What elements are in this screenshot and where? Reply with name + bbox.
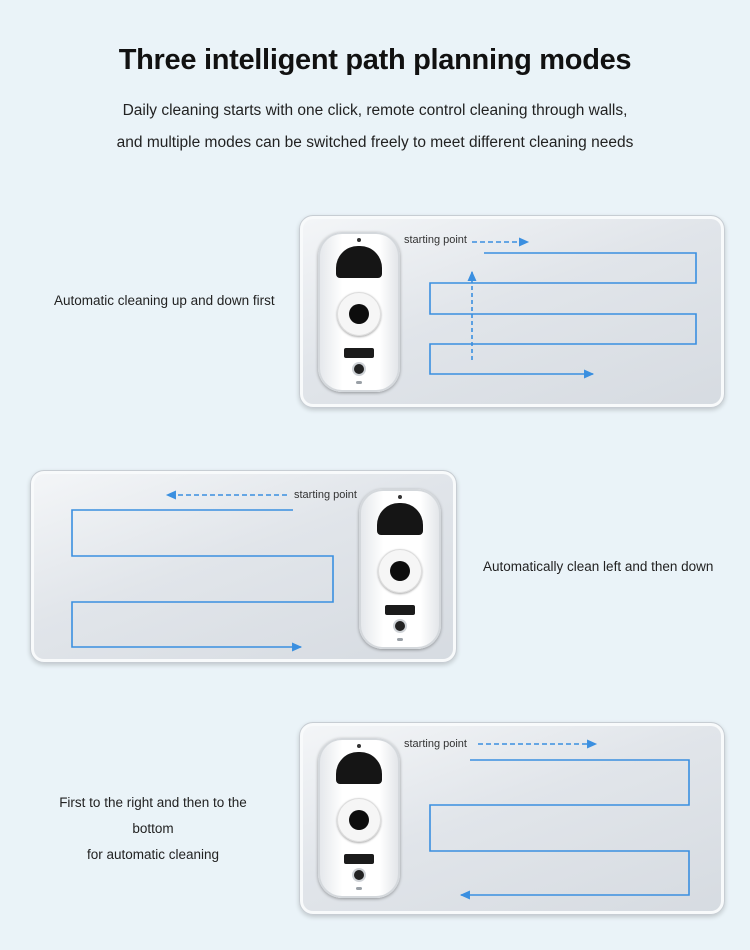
mode-3-label [38, 790, 268, 868]
mode-2-panel [30, 470, 457, 663]
window-cleaning-robot-icon [318, 738, 400, 898]
mode-3-label-line-2: for automatic cleaning [86, 847, 220, 862]
mode-3-label-line-1: First to the right and then to the bottom [59, 795, 247, 836]
subtitle-line-1: Daily cleaning starts with one click, remote control cleaning through walls, [122, 102, 628, 119]
window-cleaning-robot-icon [359, 489, 441, 649]
mode-3-panel [299, 722, 725, 915]
mode-2-label: Automatically clean left and then down [483, 559, 714, 574]
mode-2-starting-point-label: starting point [294, 489, 357, 501]
mode-1-starting-point-label: starting point [404, 234, 467, 246]
window-cleaning-robot-icon [318, 232, 400, 392]
page-title: Three intelligent path planning modes [118, 44, 632, 76]
mode-3-starting-point-label: starting point [404, 738, 467, 750]
mode-1-panel [299, 215, 725, 408]
subtitle-line-2: and multiple modes can be switched freely to meet different cleaning needs [116, 134, 634, 151]
mode-1-label: Automatic cleaning up and down first [54, 293, 275, 308]
